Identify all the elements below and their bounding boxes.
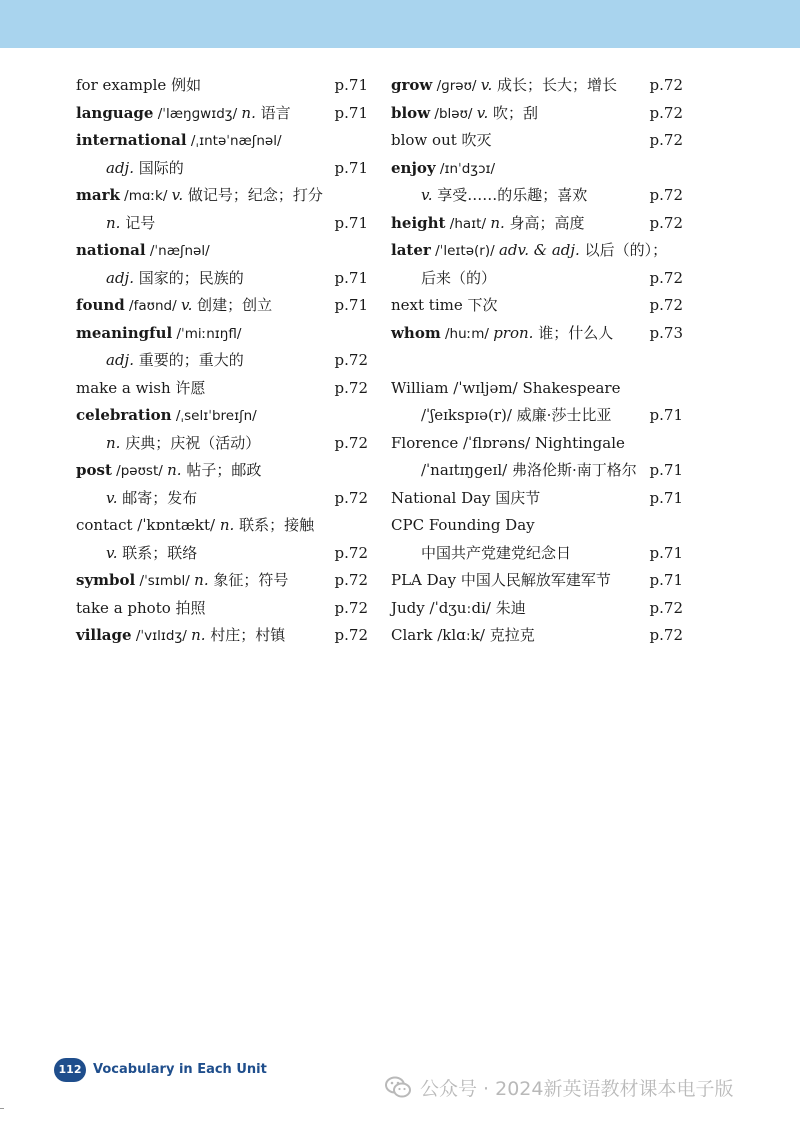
vocab-entry — [76, 265, 368, 293]
pronunciation: /haɪt/ — [445, 215, 491, 232]
page-reference: p.72 — [334, 488, 368, 507]
entry-text — [76, 72, 201, 100]
headword: later — [391, 241, 431, 259]
entry-text — [76, 347, 244, 375]
entry-text — [76, 375, 205, 403]
definition: 村庄；村镇 — [205, 626, 286, 644]
vocab-entry — [391, 512, 683, 540]
headword: blow — [391, 103, 431, 122]
vocab-entry — [391, 485, 683, 513]
page-reference: p.72 — [649, 626, 683, 644]
entry-text — [391, 237, 667, 266]
vocab-entry — [76, 72, 368, 100]
pronunciation: /ɪnˈdʒɔɪ/ — [435, 160, 496, 177]
entry-text — [391, 320, 613, 349]
definition: blow out 吹灭 — [391, 131, 492, 149]
entry-text — [76, 457, 261, 486]
page-reference: p.72 — [334, 598, 368, 617]
definition: 联系；联络 — [117, 543, 198, 562]
watermark — [384, 1072, 733, 1102]
vocab-entry — [76, 100, 368, 128]
definition: 帖子；邮政 — [181, 461, 262, 479]
vocab-entry — [391, 320, 683, 348]
vocab-entry — [76, 567, 368, 595]
entry-text — [76, 540, 197, 568]
vocab-entry — [391, 540, 683, 568]
page-reference: p.72 — [334, 378, 368, 397]
pronunciation: /ˈsɪmbl/ — [135, 573, 195, 589]
definition: 创建；创立 — [192, 296, 273, 314]
page-reference: p.72 — [334, 433, 368, 452]
page-reference: p.72 — [649, 103, 683, 122]
pronunciation: /pəʊst/ — [111, 463, 168, 479]
definition: 后来（的） — [421, 268, 497, 287]
entry-text — [391, 375, 620, 403]
page-reference: p.72 — [649, 268, 683, 287]
entry-text — [76, 127, 282, 156]
vocab-entry — [391, 622, 683, 650]
vocab-entry — [76, 540, 368, 568]
headword: post — [76, 461, 112, 479]
page-reference: p.71 — [334, 296, 368, 314]
pronunciation: /ˌselɪˈbreɪʃn/ — [171, 408, 257, 424]
vocab-entry — [76, 402, 368, 430]
vocab-entry — [76, 485, 368, 513]
vocab-entry — [76, 320, 368, 348]
part-of-speech: adj. — [106, 268, 134, 287]
definition: 身高；高度 — [504, 213, 585, 232]
vocab-entry — [391, 430, 683, 458]
page-reference: p.72 — [649, 213, 683, 232]
part-of-speech: v. — [171, 186, 184, 204]
headword: height — [391, 213, 446, 232]
page-reference: p.72 — [334, 626, 368, 644]
part-of-speech: v. — [476, 103, 489, 122]
definition: /ˈnaɪtɪŋɡeɪl/ 弗洛伦斯·南丁格尔 — [421, 461, 637, 479]
entry-text — [391, 430, 625, 458]
entry-text — [391, 457, 637, 485]
page-reference: p.73 — [649, 323, 683, 342]
page-reference: p.71 — [649, 488, 683, 507]
headword: enjoy — [391, 158, 436, 177]
definition: Clark /klɑːk/ 克拉克 — [391, 626, 535, 644]
vocab-entry — [391, 375, 683, 403]
definition: Florence /ˈflɒrəns/ Nightingale — [391, 433, 625, 452]
part-of-speech: n. — [194, 571, 209, 589]
entry-spacer — [391, 347, 683, 375]
vocab-entry — [391, 155, 683, 183]
entry-text — [76, 430, 260, 458]
vocab-entry — [76, 237, 368, 265]
entry-text — [76, 567, 288, 596]
vocab-entry — [76, 430, 368, 458]
pronunciation: /faʊnd/ — [124, 298, 181, 314]
entry-text — [76, 622, 285, 651]
definition: CPC Founding Day — [391, 516, 535, 534]
entry-text — [391, 540, 571, 568]
vocab-entry — [391, 265, 683, 293]
entry-text — [76, 320, 241, 349]
definition: William /ˈwɪljəm/ Shakespeare — [391, 378, 621, 397]
page-reference: p.72 — [649, 598, 683, 617]
definition: PLA Day 中国人民解放军建军节 — [391, 571, 611, 589]
part-of-speech: v. — [106, 543, 118, 562]
page-reference: p.72 — [649, 76, 683, 94]
part-of-speech: adj. — [106, 158, 134, 177]
vocab-entry — [76, 375, 368, 403]
definition: Judy /ˈdʒuːdi/ 朱迪 — [391, 598, 526, 617]
part-of-speech: v. — [106, 488, 118, 507]
vocab-entry — [76, 457, 368, 485]
definition: 重要的；重大的 — [133, 351, 244, 369]
headword: village — [76, 626, 132, 644]
page-reference: p.72 — [334, 351, 368, 369]
vocab-entry — [391, 292, 683, 320]
entry-text — [391, 72, 617, 101]
vocab-entry — [76, 210, 368, 238]
vocab-entry — [76, 512, 368, 540]
vocab-entry — [391, 457, 683, 485]
wechat-icon — [384, 1075, 412, 1099]
vocab-entry — [391, 402, 683, 430]
part-of-speech: n. — [490, 213, 505, 232]
headword: celebration — [76, 406, 172, 424]
entry-text — [391, 622, 535, 650]
entry-text — [76, 100, 291, 129]
entry-text — [76, 210, 155, 238]
definition: 以后（的）； — [579, 241, 668, 259]
part-of-speech: n. — [191, 626, 206, 644]
definition: 记号 — [120, 213, 156, 232]
definition: 做记号；纪念；打分 — [183, 186, 323, 204]
vocabulary-column-left — [76, 72, 368, 650]
definition: /ˈʃeɪkspɪə(r)/ 威廉·莎士比亚 — [421, 406, 612, 424]
pronunciation: /huːm/ — [440, 325, 494, 342]
pronunciation: /ˈnæʃnəl/ — [145, 243, 210, 259]
definition: 象征；符号 — [208, 571, 289, 589]
definition: 中国共产党建党纪念日 — [421, 543, 572, 562]
pronunciation: /mɑːk/ — [119, 188, 172, 204]
part-of-speech: pron. — [493, 323, 534, 342]
vocab-entry — [76, 182, 368, 210]
vocab-entry — [76, 155, 368, 183]
vocab-entry — [391, 127, 683, 155]
entry-text — [76, 595, 206, 623]
entry-text — [391, 265, 496, 293]
headword: national — [76, 241, 146, 259]
part-of-speech: v. — [421, 186, 433, 204]
vocab-entry — [76, 595, 368, 623]
pronunciation: /ˌɪntəˈnæʃnəl/ — [186, 133, 282, 149]
headword: language — [76, 103, 154, 122]
vocab-entry — [391, 100, 683, 128]
part-of-speech: n. — [219, 516, 235, 534]
vocab-entry — [391, 182, 683, 210]
vocab-entry — [76, 127, 368, 155]
vocab-entry — [76, 292, 368, 320]
entry-text — [391, 155, 495, 184]
definition: 联系；接触 — [234, 516, 315, 534]
vocabulary-column-right — [391, 72, 683, 650]
definition: contact /ˈkɒntækt/ — [76, 516, 220, 534]
page-reference: p.72 — [649, 131, 683, 149]
definition: 庆典；庆祝（活动） — [120, 433, 261, 452]
page-reference: p.71 — [334, 268, 368, 287]
section-title: Vocabulary in Each Unit — [93, 1062, 267, 1077]
definition: 谁；什么人 — [533, 323, 614, 342]
entry-text — [391, 127, 492, 155]
pronunciation: /ˈmiːnɪŋfl/ — [172, 325, 242, 342]
part-of-speech: n. — [167, 461, 182, 479]
definition: next time 下次 — [391, 296, 498, 314]
entry-text — [76, 182, 323, 211]
definition: 国际的 — [133, 158, 184, 177]
entry-text — [76, 155, 184, 183]
entry-text — [391, 292, 498, 320]
definition: National Day 国庆节 — [391, 488, 541, 507]
page-reference: p.72 — [649, 296, 683, 314]
headword: symbol — [76, 571, 136, 589]
entry-text — [391, 512, 535, 540]
part-of-speech: adv. & adj. — [498, 241, 580, 259]
page-reference: p.71 — [649, 406, 683, 424]
vocab-entry — [391, 210, 683, 238]
headword: meaningful — [76, 323, 173, 342]
definition: make a wish 许愿 — [76, 378, 206, 397]
vocab-entry — [76, 347, 368, 375]
entry-text — [76, 512, 314, 540]
definition: 语言 — [255, 103, 291, 122]
pronunciation: /ˈvɪlɪdʒ/ — [131, 628, 192, 644]
definition: 邮寄；发布 — [117, 488, 198, 507]
entry-text — [76, 485, 197, 513]
page-reference: p.71 — [334, 158, 368, 177]
top-color-band — [0, 0, 800, 48]
vocab-entry — [391, 595, 683, 623]
page-reference: p.72 — [334, 571, 368, 589]
entry-text — [76, 292, 272, 321]
page-reference: p.71 — [334, 76, 368, 94]
vocab-entry — [391, 72, 683, 100]
crop-mark — [0, 1108, 4, 1109]
watermark-text: 公众号 · 2024新英语教材课本电子版 — [420, 1077, 734, 1100]
page-reference: p.71 — [334, 213, 368, 232]
definition: 成长；长大；增长 — [492, 76, 618, 94]
definition: 吹；刮 — [488, 103, 539, 122]
page-reference: p.71 — [649, 543, 683, 562]
part-of-speech: n. — [241, 103, 256, 122]
part-of-speech: n. — [106, 213, 121, 232]
page-reference: p.72 — [649, 186, 683, 204]
headword: found — [76, 296, 125, 314]
vocab-entry — [76, 622, 368, 650]
headword: international — [76, 131, 187, 149]
entry-text — [391, 182, 587, 210]
entry-text — [76, 265, 244, 293]
vocab-entry — [391, 237, 683, 265]
vocab-entry — [391, 567, 683, 595]
definition: take a photo 拍照 — [76, 598, 206, 617]
pronunciation: /ɡrəʊ/ — [432, 78, 481, 94]
part-of-speech: v. — [180, 296, 193, 314]
headword: whom — [391, 323, 441, 342]
pronunciation: /bləʊ/ — [430, 105, 477, 122]
pronunciation: /ˈlæŋɡwɪdʒ/ — [153, 105, 242, 122]
page-reference: p.71 — [649, 571, 683, 589]
page-number-badge: 112 — [54, 1058, 86, 1082]
pronunciation: /ˈleɪtə(r)/ — [430, 243, 499, 259]
entry-text — [391, 210, 585, 239]
page-reference: p.71 — [334, 103, 368, 122]
entry-text — [76, 237, 210, 266]
part-of-speech: adj. — [106, 351, 134, 369]
part-of-speech: n. — [106, 433, 121, 452]
headword: grow — [391, 76, 433, 94]
entry-text — [391, 567, 611, 595]
definition: for example 例如 — [76, 76, 202, 94]
entry-text — [391, 595, 526, 623]
page-reference: p.71 — [649, 461, 683, 479]
headword: mark — [76, 186, 120, 204]
entry-text — [76, 402, 257, 431]
entry-text — [391, 485, 540, 513]
part-of-speech: v. — [480, 76, 493, 94]
definition: 国家的；民族的 — [133, 268, 244, 287]
definition: 享受……的乐趣；喜欢 — [432, 186, 588, 204]
entry-text — [391, 402, 611, 430]
page-reference: p.72 — [334, 543, 368, 562]
entry-text — [391, 100, 538, 129]
